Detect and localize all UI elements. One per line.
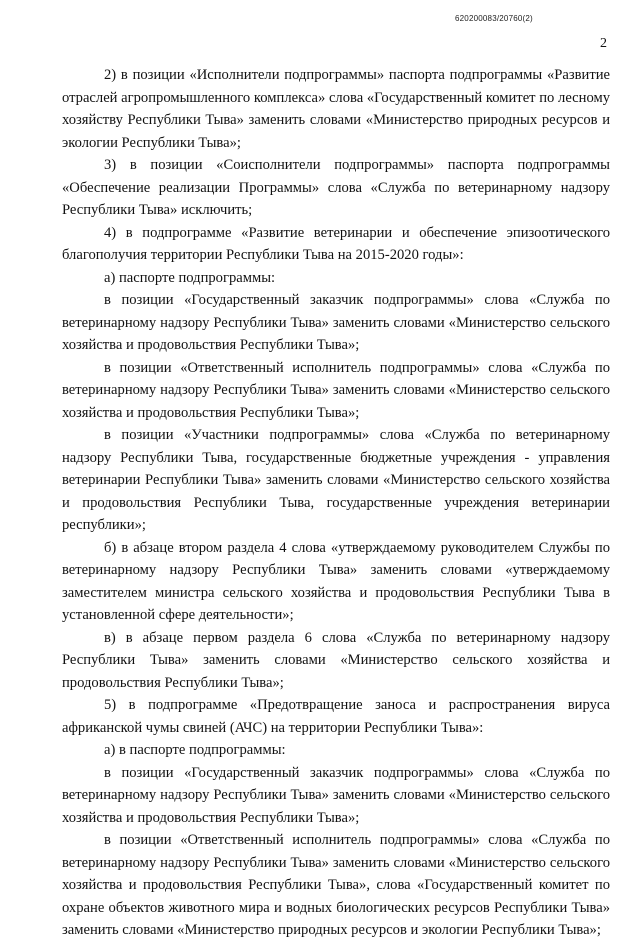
page-number: 2 [600, 36, 607, 51]
paragraph: а) паспорте подпрограммы: [104, 269, 276, 286]
paragraph: а) в паспорте подпрограммы: [104, 742, 286, 758]
document-body [62, 64, 610, 942]
paragraph: 3) в позиции «Соисполнители подпрограммы» паспорта подпрограммы «Обеспечение реализации Программы» слова «Служба по ветеринарному надзору Республики Тыва» исключить; [62, 157, 610, 218]
paragraph: б) в абзаце втором раздела 4 слова «утверждаемому руководителем Службы по ветеринарному надзору Республики Тыва» заменить словами «утверждаемому заместителем министра сельского хозяйства и продовольствия Республики Тыва в установленной сфере деятельности»; [62, 539, 610, 623]
paragraph: 5) в подпрограмме «Предотвращение заноса и распространения вируса африканской чумы свиней (АЧС) на территории Республики Тыва»: [62, 697, 610, 736]
paragraph: 2) в позиции «Исполнители подпрограммы» паспорта подпрограммы «Развитие отраслей агропромышленного комплекса» слова «Государственный комитет по лесному хозяйству Республики Тыва» заменить словами «Министерство природных ресурсов и экологии Республики Тыва»; [62, 67, 610, 151]
paragraph: в позиции «Ответственный исполнитель подпрограммы» слова «Служба по ветеринарному надзору Республики Тыва» заменить словами «Министерство сельского хозяйства и продовольствия Республики Тыва», слова «Государственный комитет по охране объектов животного мира и водных биологических ресурсов Республики Тыва» заменить словами «Министерство природных ресурсов и экологии Республики Тыва»; [62, 832, 610, 938]
paragraph: в позиции «Ответственный исполнитель подпрограммы» слова «Служба по ветеринарному надзору Республики Тыва» заменить словами «Министерство сельского хозяйства и продовольствия Республики Тыва»; [62, 359, 610, 421]
paragraph: в позиции «Государственный заказчик подпрограммы» слова «Служба по ветеринарному надзору Республики Тыва» заменить словами «Министерство сельского хозяйства и продовольствия Республики Тыва»; [62, 292, 610, 353]
paragraph: 4) в подпрограмме «Развитие ветеринарии и обеспечение эпизоотического благополучия территории Республики Тыва на 2015-2020 годы»: [62, 224, 610, 263]
document-code: 620200083/20760(2) [455, 14, 533, 23]
paragraph: в позиции «Участники подпрограммы» слова «Служба по ветеринарному надзору Республики Тыва, государственные бюджетные учреждения - управления ветеринарии Республики Тыва» заменить словами «Министерство сельского хозяйства и продовольствия Республики Тыва, государственные учреждения ветеринарии республики»; [62, 427, 610, 533]
paragraph: в позиции «Государственный заказчик подпрограммы» слова «Служба по ветеринарному надзору Республики Тыва» заменить словами «Министерство сельского хозяйства и продовольствия Республики Тыва»; [62, 764, 610, 826]
paragraph: в) в абзаце первом раздела 6 слова «Служба по ветеринарному надзору Республики Тыва» заменить словами «Министерство сельского хозяйства и продовольствия Республики Тыва»; [62, 629, 610, 691]
